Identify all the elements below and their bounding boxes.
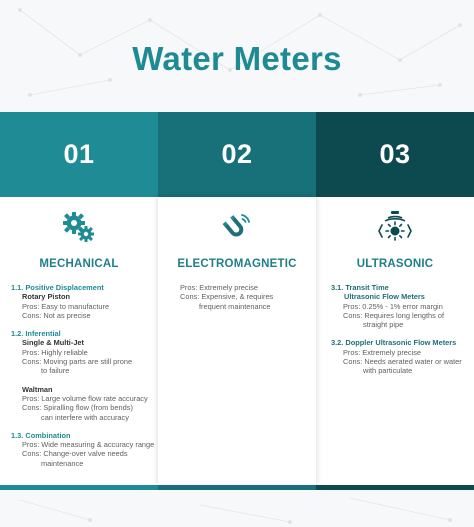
ultrasonic-card — [316, 197, 474, 485]
mechanical-title: MECHANICAL — [39, 258, 119, 270]
cons-text: Cons: Change-over valve needs — [22, 449, 128, 459]
item-heading: Single & Multi-Jet — [22, 338, 85, 348]
column-number-01: 01 — [0, 112, 158, 197]
cons-text: Cons: Requires long lengths of — [343, 310, 445, 320]
electromagnetic-title: ELECTROMAGNETIC — [177, 258, 297, 270]
section-heading: 3.1. Transit Time — [331, 283, 389, 292]
ultrasonic-title: ULTRASONIC — [356, 258, 434, 270]
cons-text: Cons: Moving parts are still prone — [22, 357, 133, 367]
item-heading: Waltman — [22, 384, 53, 394]
bottom-bar-segment-3 — [316, 485, 474, 490]
gears-icon — [62, 210, 96, 244]
bottom-accent-bar — [0, 485, 474, 490]
cons-text-continued: frequent maintenance — [199, 301, 271, 311]
bottom-bar-segment-2 — [158, 485, 316, 490]
cons-text: Cons: Not as precise — [22, 310, 91, 320]
ultrasonic-icon — [376, 208, 414, 246]
pros-text: Pros: Wide measuring & accuracy range — [22, 440, 155, 450]
pros-text: Pros: Large volume flow rate accuracy — [22, 393, 148, 403]
ultrasonic-content — [316, 283, 474, 376]
page-title: Water Meters — [132, 40, 342, 77]
cards-row — [0, 197, 474, 485]
pros-text: Pros: Extremely precise — [343, 347, 422, 357]
number-header-row — [0, 112, 474, 197]
section-heading: 1.1. Positive Displacement — [11, 283, 104, 292]
column-number-03: 03 — [316, 112, 474, 197]
pros-text: Pros: Extremely precise — [180, 283, 259, 292]
section-heading-continued: Ultrasonic Flow Meters — [344, 292, 425, 302]
cons-text-continued: with particulate — [363, 366, 413, 376]
column-number-02: 02 — [158, 112, 316, 197]
pros-text: Pros: Easy to manufacture — [22, 301, 110, 311]
section-heading: 3.2. Doppler Ultrasonic Flow Meters — [331, 338, 457, 348]
cons-text-continued: maintenance — [41, 458, 84, 468]
mechanical-content — [0, 283, 158, 468]
cons-text: Cons: Needs aerated water or water — [343, 357, 462, 367]
cons-text: Cons: Spiralling flow (from bends) — [22, 403, 133, 413]
bottom-bar-segment-1 — [0, 485, 158, 490]
item-heading: Rotary Piston — [22, 292, 71, 302]
cons-text: Cons: Expensive, & requires — [180, 292, 274, 302]
electromagnetic-card — [158, 197, 316, 485]
pros-text: Pros: Highly reliable — [22, 347, 88, 357]
cons-text-continued: can interfere with accuracy — [41, 412, 129, 422]
pros-text: Pros: 0.25% - 1% error margin — [343, 301, 443, 311]
cons-text-continued: straight pipe — [363, 320, 404, 330]
mechanical-card — [0, 197, 158, 485]
section-heading: 1.2. Inferential — [11, 329, 61, 339]
electromagnetic-content — [180, 283, 310, 311]
magnet-icon — [220, 210, 254, 244]
cons-text-continued: to failure — [41, 366, 70, 376]
section-heading: 1.3. Combination — [11, 430, 71, 440]
